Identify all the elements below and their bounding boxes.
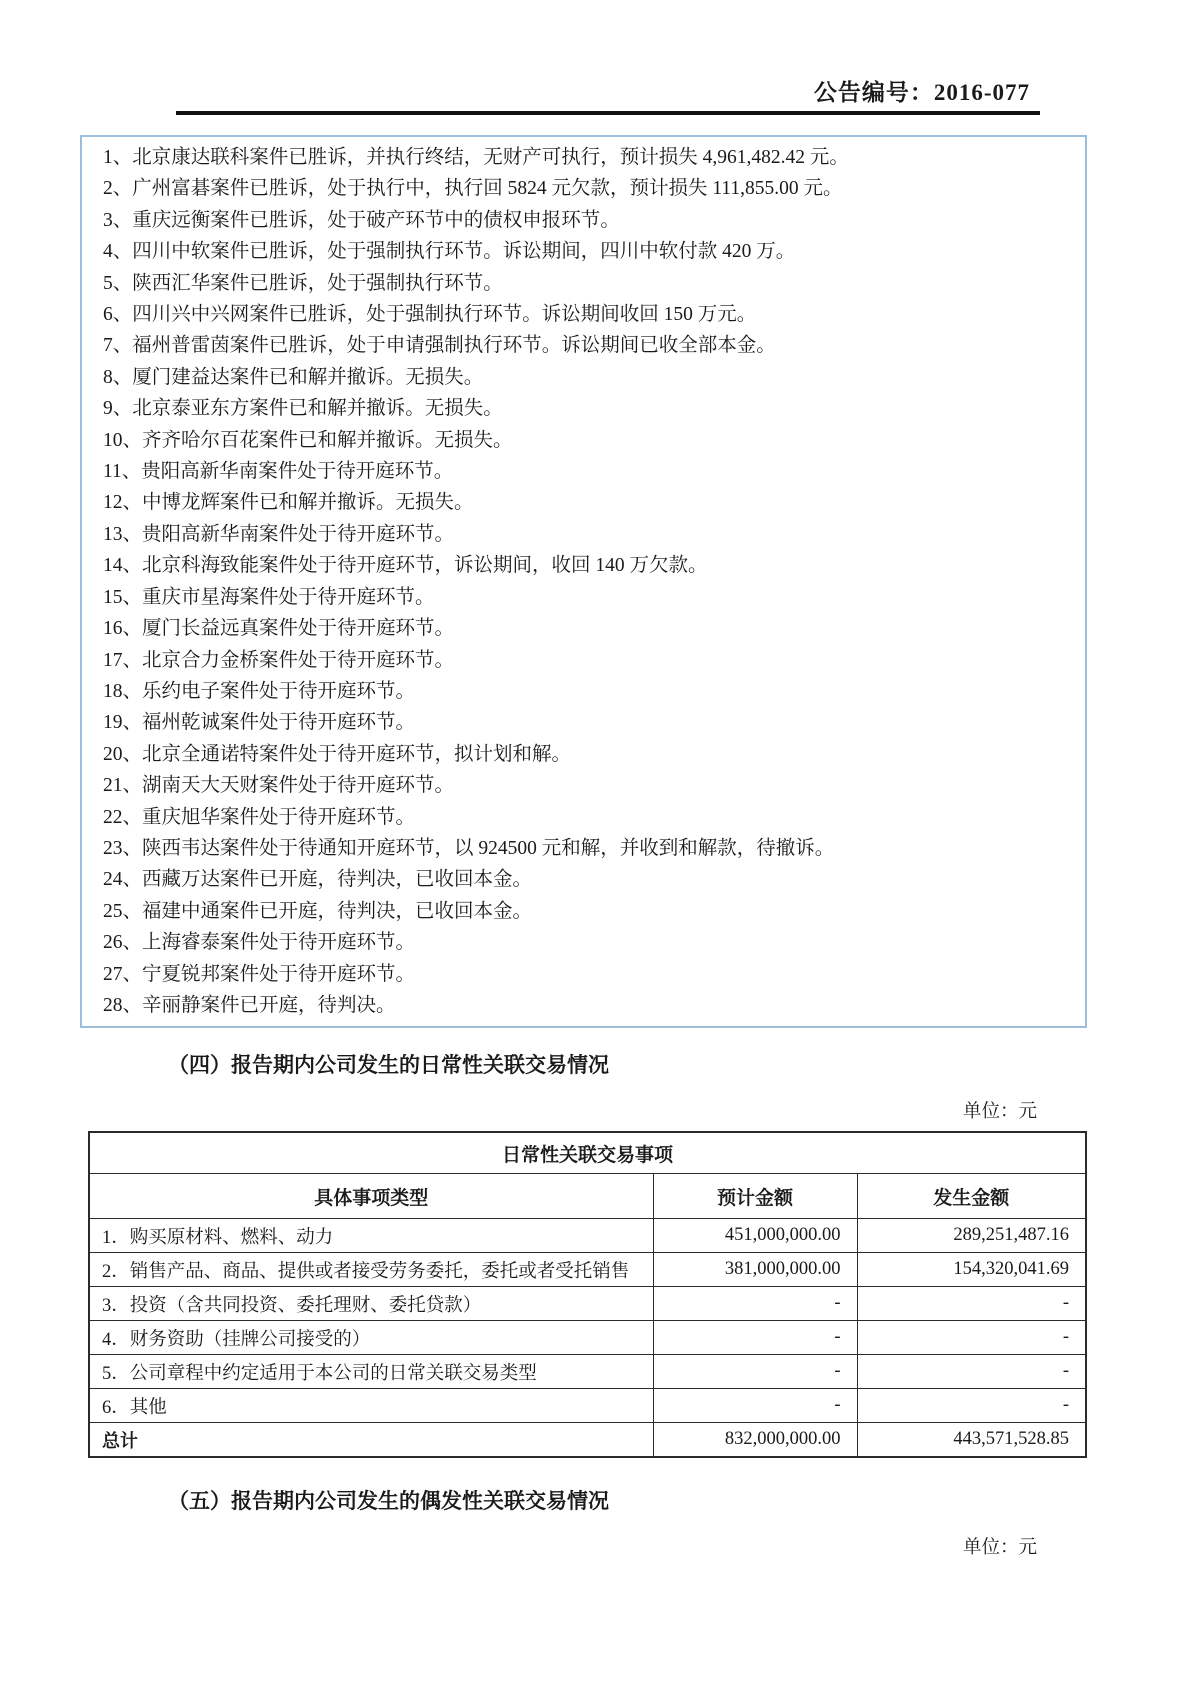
case-list-item: 1、北京康达联科案件已胜诉，并执行终结，无财产可执行，预计损失 4,961,482.42 元。 [103, 147, 849, 168]
table-row [89, 1321, 1086, 1355]
case-list-item: 15、重庆市星海案件处于待开庭环节。 [103, 586, 435, 608]
case-list-item: 22、重庆旭华案件处于待开庭环节。 [103, 806, 416, 828]
case-list-item: 11、贵阳高新华南案件处于待开庭环节。 [103, 461, 454, 483]
case-list-item: 4、四川中软案件已胜诉，处于强制执行环节。诉讼期间，四川中软付款 420 万。 [103, 241, 796, 263]
table-row [89, 1355, 1086, 1389]
cell-actual-amount: 289,251,487.16 [857, 1219, 1086, 1253]
cell-item-type: 3．投资（含共同投资、委托理财、委托贷款） [89, 1287, 653, 1321]
case-list-item: 18、乐约电子案件处于待开庭环节。 [103, 680, 416, 702]
cell-planned-amount: - [653, 1287, 857, 1321]
case-list-item: 17、北京合力金桥案件处于待开庭环节。 [103, 649, 455, 671]
cell-actual-amount: - [857, 1389, 1086, 1423]
case-list-item: 21、湖南天大天财案件处于待开庭环节。 [103, 775, 455, 797]
cell-planned-amount: - [653, 1355, 857, 1389]
cell-planned-amount: - [653, 1389, 857, 1423]
case-list-item: 19、福州乾诚案件处于待开庭环节。 [103, 712, 416, 734]
column-header-planned-amount: 预计金额 [653, 1174, 857, 1219]
column-header-actual-amount: 发生金额 [857, 1174, 1086, 1219]
case-list-item: 9、北京泰亚东方案件已和解并撤诉。无损失。 [103, 398, 503, 420]
table-row [89, 1389, 1086, 1423]
case-list-item: 26、上海睿泰案件处于待开庭环节。 [103, 932, 416, 954]
cell-planned-amount: - [653, 1321, 857, 1355]
cell-item-type: 5．公司章程中约定适用于本公司的日常关联交易类型 [89, 1355, 653, 1389]
table-head [89, 1132, 1086, 1219]
case-list-item: 14、北京科海致能案件处于待开庭环节，诉讼期间，收回 140 万欠款。 [103, 555, 708, 577]
announcement-number: 公告编号：2016-077 [813, 80, 1030, 105]
total-label: 总计 [89, 1423, 653, 1458]
case-list [103, 142, 1067, 1021]
daily-related-transactions-table [88, 1131, 1087, 1458]
table-row [89, 1253, 1086, 1287]
case-list-item: 7、福州普雷茵案件已胜诉，处于申请强制执行环节。诉讼期间已收全部本金。 [103, 335, 776, 357]
cell-actual-amount: - [857, 1355, 1086, 1389]
column-header-item-type: 具体事项类型 [89, 1174, 653, 1219]
case-list-item: 3、重庆远衡案件已胜诉，处于破产环节中的债权申报环节。 [103, 209, 620, 231]
case-list-item: 25、福建中通案件已开庭，待判决，已收回本金。 [103, 900, 533, 922]
table-title-row [89, 1132, 1086, 1174]
case-list-item: 24、西藏万达案件已开庭，待判决，已收回本金。 [103, 869, 533, 891]
cell-item-type: 4．财务资助（挂牌公司接受的） [89, 1321, 653, 1355]
case-list-item: 13、贵阳高新华南案件处于待开庭环节。 [103, 523, 455, 545]
cell-item-type: 6．其他 [89, 1389, 653, 1423]
table-title: 日常性关联交易事项 [89, 1132, 1086, 1174]
case-list-item: 28、辛丽静案件已开庭，待判决。 [103, 994, 396, 1016]
section-4-title: （四）报告期内公司发生的日常性关联交易情况 [168, 1054, 609, 1078]
cell-planned-amount: 381,000,000.00 [653, 1253, 857, 1287]
litigation-case-box [80, 135, 1087, 1028]
table-row [89, 1287, 1086, 1321]
unit-label-incidental: 单位：元 [962, 1538, 1037, 1559]
case-list-item: 20、北京全通诺特案件处于待开庭环节，拟计划和解。 [103, 743, 572, 765]
cell-actual-amount: - [857, 1287, 1086, 1321]
cell-item-type: 1．购买原材料、燃料、动力 [89, 1219, 653, 1253]
case-list-item: 6、四川兴中兴网案件已胜诉，处于强制执行环节。诉讼期间收回 150 万元。 [103, 304, 757, 326]
table-foot [89, 1423, 1086, 1458]
case-list-item: 10、齐齐哈尔百花案件已和解并撤诉。无损失。 [103, 429, 513, 451]
cell-actual-amount: 154,320,041.69 [857, 1253, 1086, 1287]
case-list-item: 2、广州富碁案件已胜诉，处于执行中，执行回 5824 元欠款，预计损失 111,855.00 元。 [103, 178, 843, 200]
total-planned-amount: 832,000,000.00 [653, 1423, 857, 1458]
case-list-item: 27、宁夏锐邦案件处于待开庭环节。 [103, 963, 416, 985]
table-body [89, 1219, 1086, 1423]
case-list-item: 16、厦门长益远真案件处于待开庭环节。 [103, 618, 455, 640]
total-actual-amount: 443,571,528.85 [857, 1423, 1086, 1458]
case-list-item: 8、厦门建益达案件已和解并撤诉。无损失。 [103, 366, 484, 388]
table-row [89, 1219, 1086, 1253]
cell-actual-amount: - [857, 1321, 1086, 1355]
cell-item-type: 2．销售产品、商品、提供或者接受劳务委托，委托或者受托销售 [89, 1253, 653, 1287]
table-total-row [89, 1423, 1086, 1458]
table-header-row [89, 1174, 1086, 1219]
header-rule [176, 111, 1040, 115]
case-list-item: 5、陕西汇华案件已胜诉，处于强制执行环节。 [103, 272, 503, 294]
section-5-title: （五）报告期内公司发生的偶发性关联交易情况 [168, 1490, 609, 1514]
unit-label-daily: 单位：元 [962, 1102, 1037, 1123]
case-list-item: 12、中博龙辉案件已和解并撤诉。无损失。 [103, 492, 474, 514]
cell-planned-amount: 451,000,000.00 [653, 1219, 857, 1253]
case-list-item: 23、陕西韦达案件处于待通知开庭环节，以 924500 元和解，并收到和解款，待撤诉。 [103, 837, 835, 859]
